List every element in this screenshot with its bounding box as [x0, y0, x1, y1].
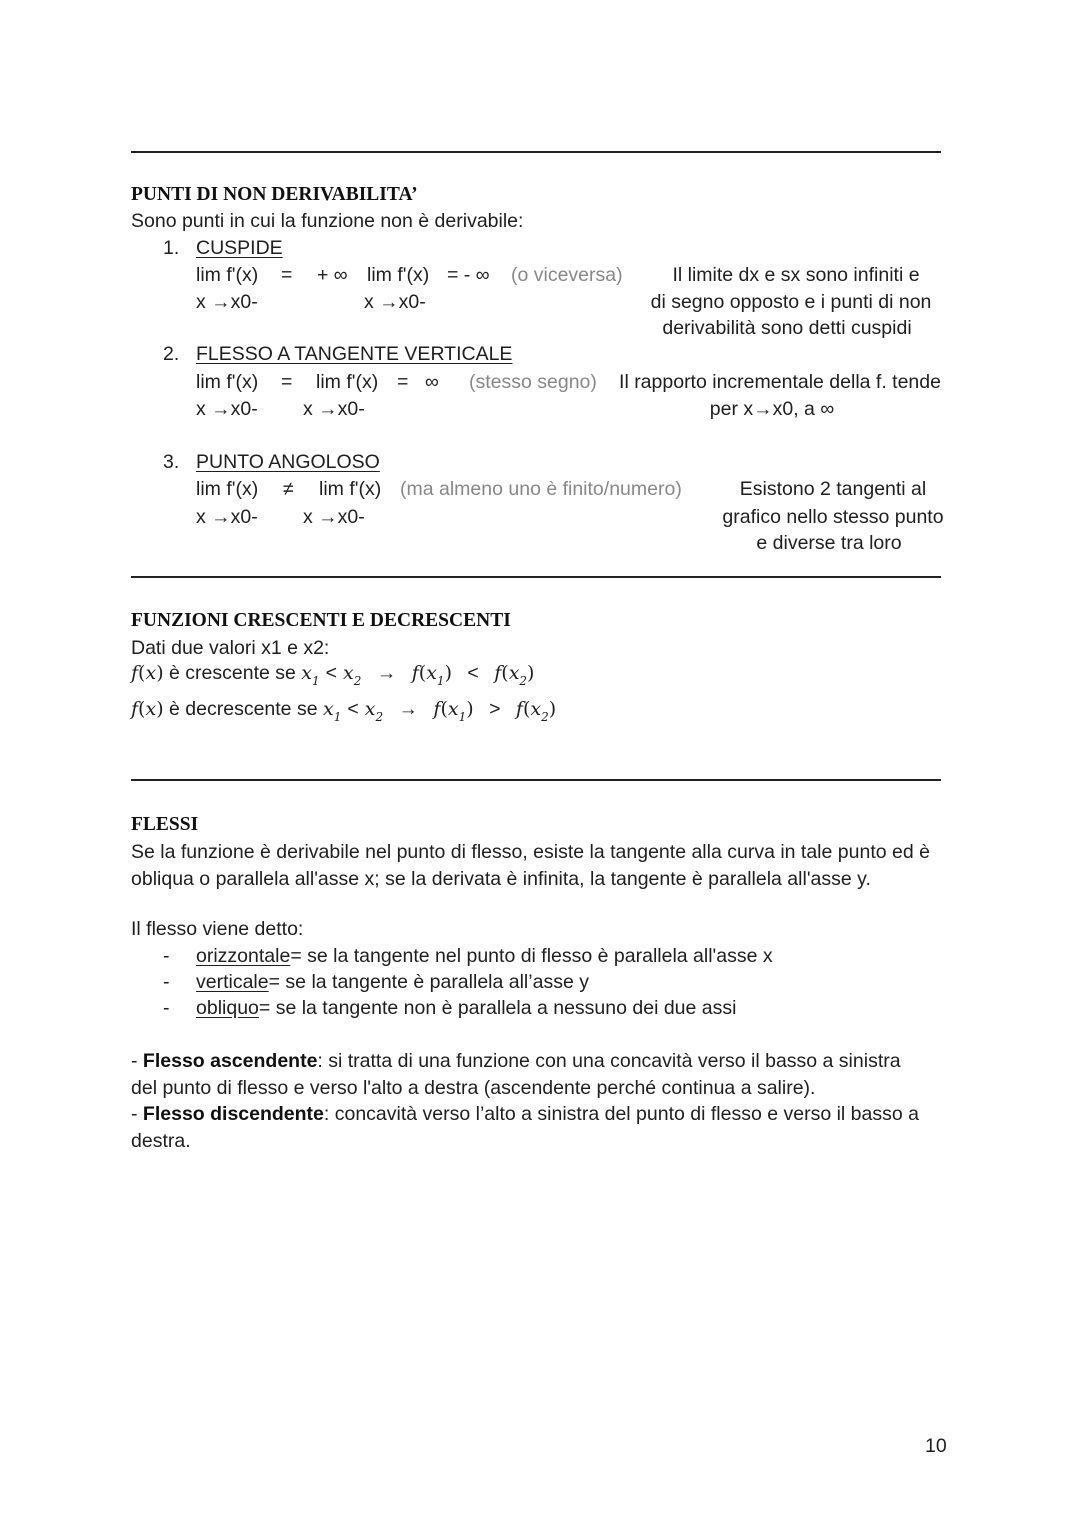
type-text: = se la tangente non è parallela a nessuno dei due assi: [258, 997, 737, 1019]
angoloso-description-line: e diverse tra loro: [756, 532, 902, 554]
type-item: [196, 971, 589, 994]
note: (ma almeno uno è finito/numero): [400, 478, 682, 500]
list-number: 1.: [163, 237, 180, 259]
flesso-ascendente-paragraph: - Flesso ascendente: si tratta di una funzione con una concavità verso il basso a sinistra del punto di flesso e verso l'alto a destra (ascendente perché continua a salire).: [131, 1050, 901, 1099]
limit-expression: lim f'(x): [196, 371, 259, 393]
limit-subscript: x →x0-: [196, 291, 258, 313]
equals-sign: =: [281, 371, 293, 393]
equals-sign: =: [281, 264, 293, 286]
divider-top: [131, 151, 941, 153]
limit-subscript: x →x0-: [303, 398, 365, 420]
types-intro: Il flesso viene detto:: [131, 918, 304, 940]
bullet-dash: -: [163, 997, 170, 1019]
limit-subscript: x →x0-: [196, 398, 258, 420]
increasing-text: è crescente se: [169, 662, 296, 684]
list-number: 2.: [163, 343, 180, 365]
page-number: 10: [925, 1435, 947, 1457]
flesso-description-line: Il rapporto incrementale della f. tende: [619, 371, 941, 393]
angoloso-description-line: Esistono 2 tangenti al: [739, 478, 927, 500]
limit-value: + ∞: [317, 264, 348, 286]
flesso-description-line: per x→x0, a ∞: [709, 398, 835, 420]
type-term: obliquo: [196, 997, 259, 1019]
type-item: [196, 997, 736, 1020]
type-item: [196, 945, 773, 968]
limit-subscript: x →x0-: [303, 506, 365, 528]
bullet-dash: -: [163, 971, 170, 993]
section-title-flessi: FLESSI: [131, 814, 199, 835]
type-text: = se la tangente è parallela all’asse y: [268, 971, 589, 993]
limit-subscript: x →x0-: [196, 506, 258, 528]
not-equal-sign: ≠: [283, 478, 294, 500]
note: (o viceversa): [511, 264, 623, 286]
ascendente-label: Flesso ascendente: [142, 1050, 318, 1072]
note: (stesso segno): [469, 371, 597, 393]
divider-2: [131, 779, 941, 781]
flessi-paragraph: Se la funzione è derivabile nel punto di flesso, esiste la tangente alla curva in tale punto ed è obliqua o parallela all'asse x; se la derivata è infinita, la tangente è parallela all'asse y.: [131, 841, 930, 890]
limit-expression: lim f'(x): [367, 264, 430, 286]
decreasing-text: è decrescente se: [169, 698, 318, 720]
cuspide-description-line: di segno opposto e i punti di non: [650, 291, 932, 313]
type-text: = se la tangente nel punto di flesso è parallela all'asse x: [290, 945, 773, 967]
limit-value: ∞: [425, 371, 439, 393]
limit-expression: lim f'(x): [196, 478, 259, 500]
equals-sign: =: [397, 371, 409, 393]
cuspide-heading: CUSPIDE: [196, 237, 283, 259]
limit-value: = - ∞: [447, 264, 490, 286]
flesso-discendente-paragraph: - Flesso discendente: concavità verso l’alto a sinistra del punto di flesso e verso il basso a destra.: [131, 1103, 919, 1152]
section-title-non-derivabilita: PUNTI DI NON DERIVABILITA’: [131, 184, 418, 205]
decreasing-definition: f(x) è decrescente se $x_1 < x_2 \to f(x_1) > f(x_2)$: [131, 698, 557, 724]
list-number: 3.: [163, 451, 180, 473]
ascendente-text: : si tratta di una funzione con una concavità verso il basso a sinistra del punto di flesso e verso l'alto a destra (ascendente perché continua a salire).: [131, 1050, 901, 1099]
type-term: verticale: [196, 971, 269, 993]
divider-1: [131, 576, 941, 578]
bullet-dash: -: [163, 945, 170, 967]
cuspide-description-line: Il limite dx e sx sono infiniti e: [672, 264, 920, 286]
section-intro: Sono punti in cui la funzione non è derivabile:: [131, 210, 524, 232]
angoloso-description-line: grafico nello stesso punto: [722, 506, 944, 528]
discendente-text: : concavità verso l’alto a sinistra del punto di flesso e verso il basso a destra.: [131, 1103, 919, 1152]
limit-expression: lim f'(x): [316, 371, 379, 393]
limit-expression: lim f'(x): [319, 478, 382, 500]
type-term: orizzontale: [196, 945, 291, 967]
angoloso-heading: PUNTO ANGOLOSO: [196, 451, 380, 473]
section-title-crescenti: FUNZIONI CRESCENTI E DECRESCENTI: [131, 610, 511, 631]
increasing-definition: f(x) è crescente se $x_1 < x_2 \to f(x_1) < f(x_2)$: [131, 662, 535, 688]
discendente-label: Flesso discendente: [142, 1103, 324, 1125]
section-intro: Dati due valori x1 e x2:: [131, 637, 330, 659]
cuspide-description-line: derivabilità sono detti cuspidi: [662, 317, 912, 339]
flesso-verticale-heading: FLESSO A TANGENTE VERTICALE: [196, 343, 513, 365]
limit-subscript: x →x0-: [364, 291, 426, 313]
limit-expression: lim f'(x): [196, 264, 259, 286]
